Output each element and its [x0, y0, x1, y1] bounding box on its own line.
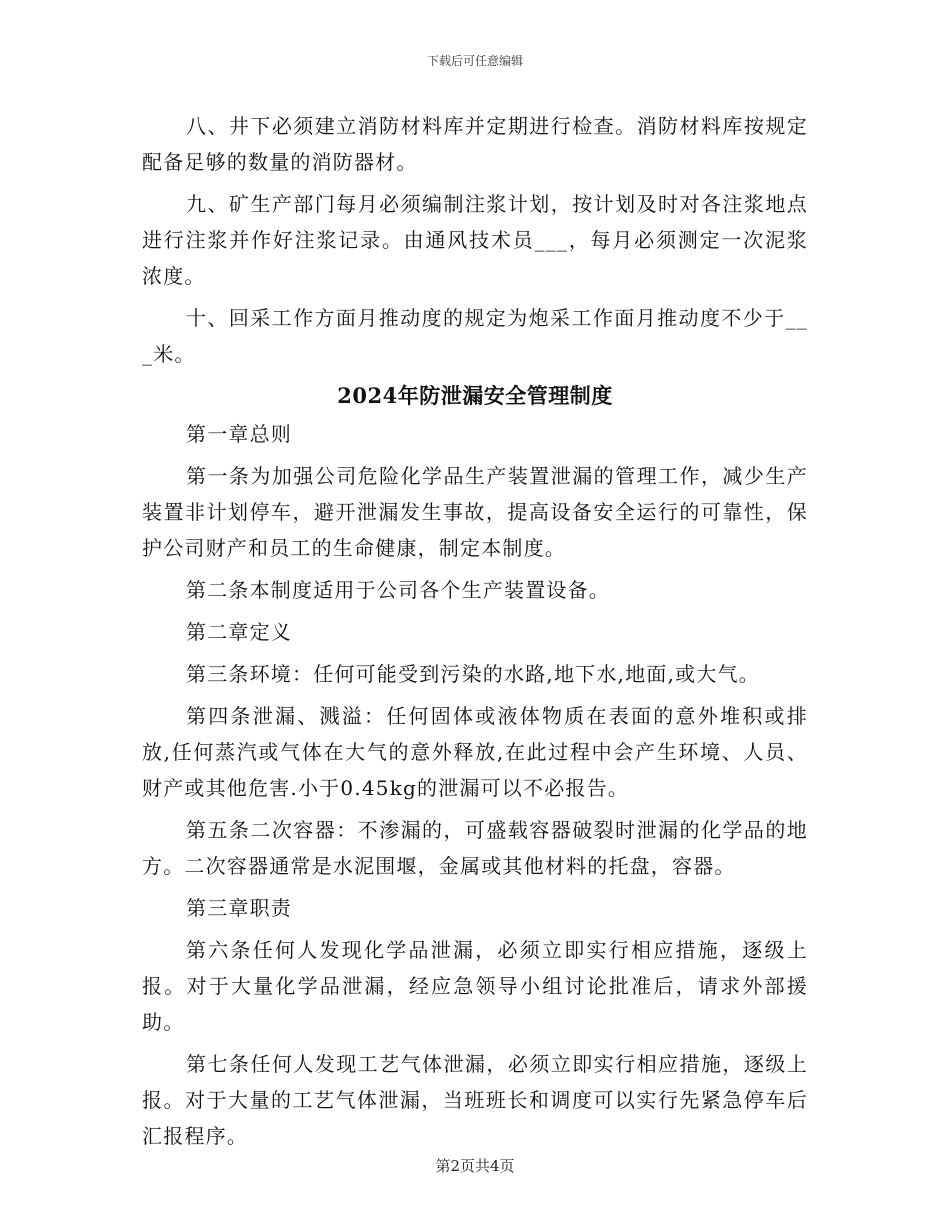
article-2: 第二条本制度适用于公司各个生产装置设备。 [186, 578, 610, 602]
chapter-heading-general: 第一章总则 [186, 422, 292, 446]
article-6: 第六条任何人发现化学品泄漏，必须立即实行相应措施，逐级上报。对于大量化学品泄漏，经应急领导小组讨论批准后，请求外部援助。 [142, 938, 808, 1034]
document-body [142, 108, 808, 1160]
paragraph-item-9: 九、矿生产部门每月必须编制注浆计划，按计划及时对各注浆地点进行注浆并作好注浆记录。由通风技术员___，每月必须测定一次泥浆浓度。 [142, 192, 808, 288]
article-1: 第一条为加强公司危险化学品生产装置泄漏的管理工作，减少生产装置非计划停车，避开泄漏发生事故，提高设备安全运行的可靠性，保护公司财产和员工的生命健康，制定本制度。 [142, 464, 808, 560]
paragraph-item-8: 八、井下必须建立消防材料库并定期进行检查。消防材料库按规定配备足够的数量的消防器材。 [142, 114, 808, 174]
paragraph-item-10: 十、回采工作方面月推动度的规定为炮采工作面月推动度不少于___米。 [142, 306, 808, 366]
page-header: 下载后可任意编辑 [426, 54, 523, 68]
page-number-footer: 第2页共4页 [435, 1157, 515, 1175]
article-5: 第五条二次容器：不渗漏的，可盛载容器破裂时泄漏的化学品的地方。二次容器通常是水泥围堰，金属或其他材料的托盘，容器。 [142, 818, 808, 878]
chapter-heading-responsibilities: 第三章职责 [186, 896, 292, 920]
chapter-heading-definitions: 第二章定义 [186, 620, 292, 644]
article-4: 第四条泄漏、溅溢：任何固体或液体物质在表面的意外堆积或排放,任何蒸汽或气体在大气的意外释放,在此过程中会产生环境、人员、财产或其他危害.小于0.45kg的泄漏可以不必报告。 [142, 704, 808, 800]
document-title: 2024年防泄漏安全管理制度 [337, 383, 613, 408]
article-7: 第七条任何人发现工艺气体泄漏，必须立即实行相应措施，逐级上报。对于大量的工艺气体泄漏，当班班长和调度可以实行先紧急停车后汇报程序。 [142, 1052, 808, 1148]
article-3: 第三条环境：任何可能受到污染的水路,地下水,地面,或大气。 [186, 662, 760, 686]
